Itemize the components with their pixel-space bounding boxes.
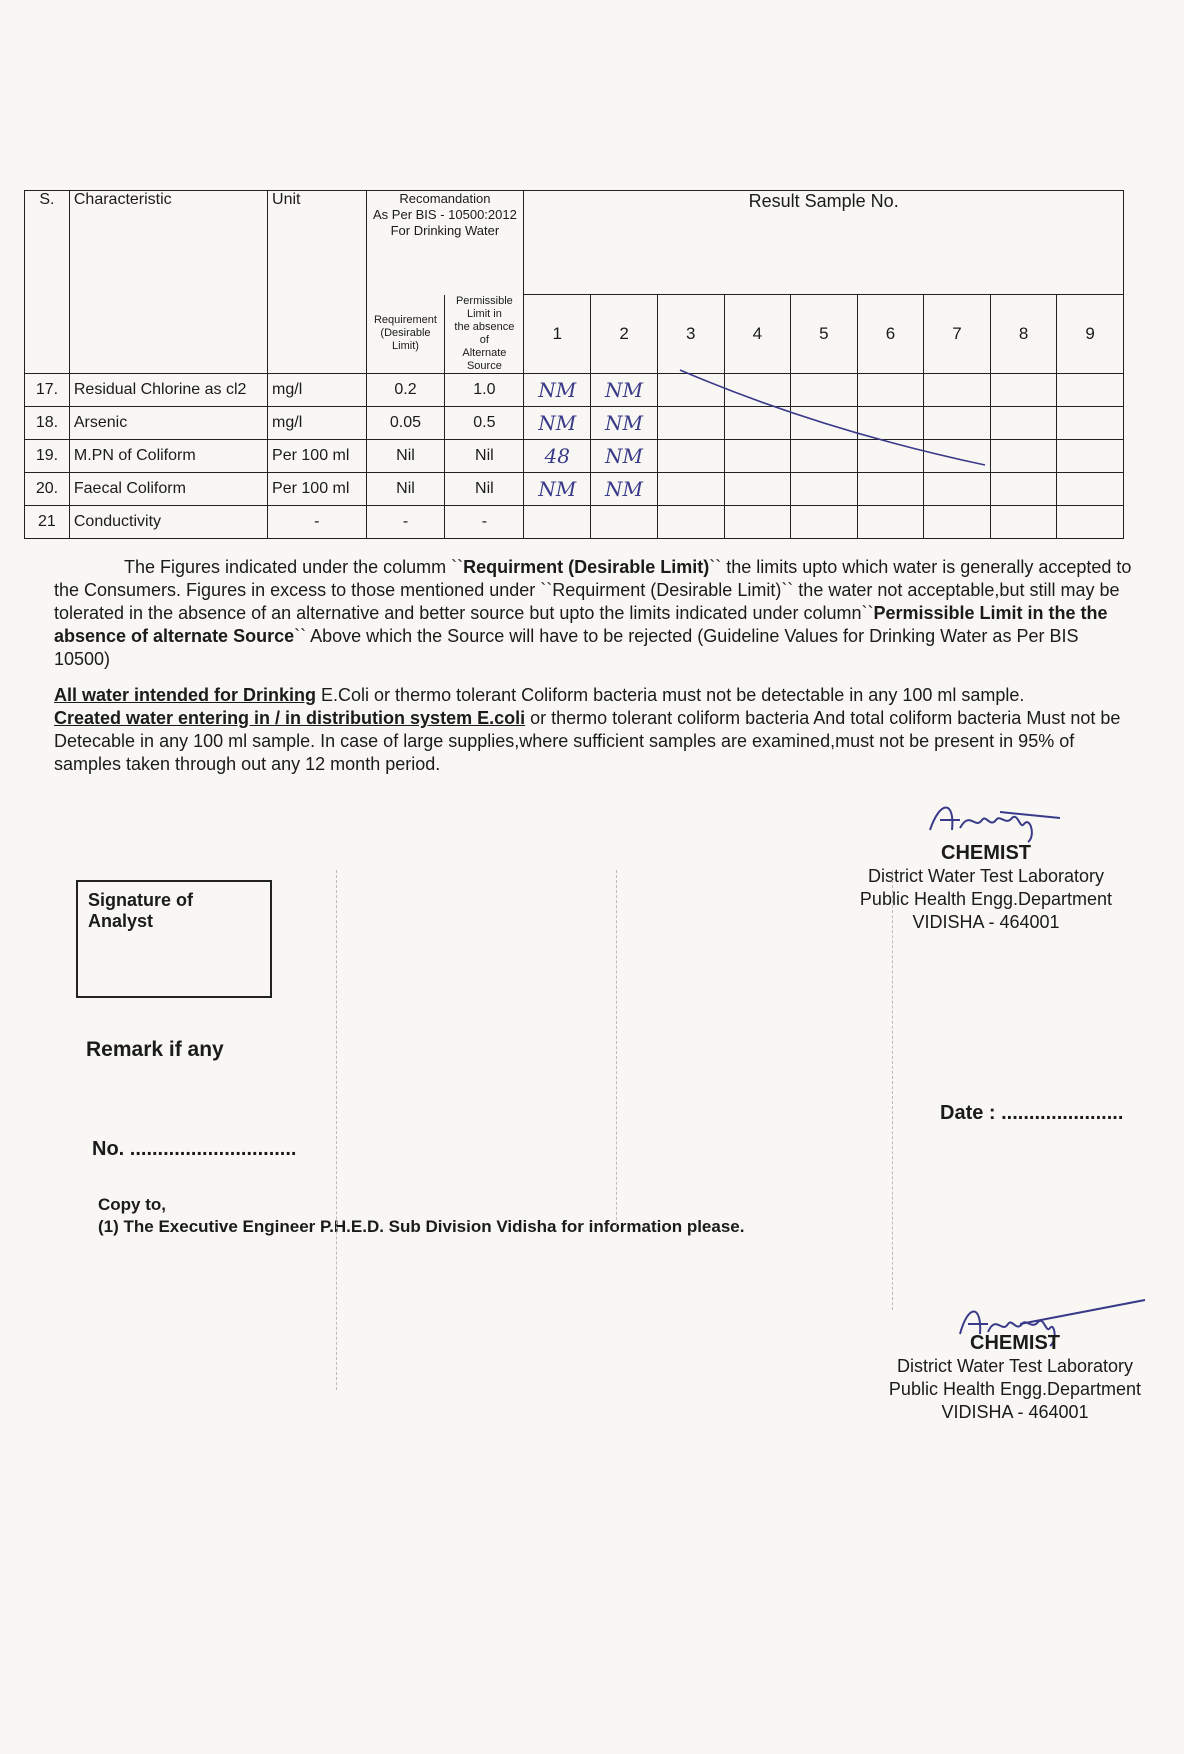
chemist-department: Public Health Engg.Department: [888, 1379, 1142, 1399]
recommendation-line2: As Per BIS - 10500:2012: [373, 207, 517, 222]
table-row: [25, 505, 1124, 538]
row-unit: mg/l: [268, 373, 366, 406]
chemist-lab: District Water Test Laboratory: [867, 866, 1105, 886]
row-result-1: NM: [524, 373, 591, 406]
sample-no-3: 3: [657, 295, 724, 374]
row-result-2: NM: [591, 373, 658, 406]
header-s: S.: [25, 191, 70, 374]
permissible-line1: Permissible Limit in: [455, 294, 513, 320]
row-result-1: NM: [524, 406, 591, 439]
row-result-1: 48: [524, 439, 591, 472]
row-s: 18.: [25, 406, 70, 439]
row-permissible: Nil: [445, 472, 524, 505]
row-characteristic: Arsenic: [69, 406, 267, 439]
chemist-block-bottom: [862, 1332, 1168, 1424]
row-result-2: NM: [591, 406, 658, 439]
row-permissible: -: [445, 505, 524, 538]
row-requirement: Nil: [366, 439, 445, 472]
fold-line: [892, 870, 893, 1310]
note2-text2: or thermo tolerant coliform bacteria And total coliform bacteria Must not be Detecable in any 100 ml sample. In case of large supplies,where sufficient samples are examined,must not be present in 95% of samples taken through out any 12 month period.: [54, 708, 1121, 774]
row-permissible: Nil: [445, 439, 524, 472]
recommendation-line1: Recomandation: [399, 191, 491, 206]
sample-no-7: 7: [924, 295, 991, 374]
row-characteristic: Residual Chlorine as cl2: [69, 373, 267, 406]
recommendation-line3: For Drinking Water: [390, 223, 500, 238]
chemist-title: CHEMIST: [970, 1332, 1060, 1354]
permissible-line2: the absence of: [454, 320, 515, 346]
note2-text1: E.Coli or thermo tolerant Coliform bacteria must not be detectable in any 100 ml sample.: [316, 685, 1025, 705]
row-requirement: Nil: [366, 472, 445, 505]
sample-no-6: 6: [857, 295, 924, 374]
copy-to-block: [98, 1194, 744, 1238]
requirement-line1: Requirement: [373, 314, 437, 326]
note1-mid: `` the limits upto which water is generally accepted to the Consumers. Figures in excess to those mentioned under ``Requirment (Desirable Limit)`` the water not acceptable,but still may be tolerated in the absence of an alternative and better source but upto the limits indicated under column``: [54, 557, 1132, 623]
note1-bold2: Permissible Limit in the the absence of alternate Source: [54, 603, 1108, 646]
row-s: 20.: [25, 472, 70, 505]
note2-underline1: All water intended for Drinking: [54, 685, 317, 705]
note-paragraph-2: [54, 684, 1134, 776]
row-s: 21: [25, 505, 70, 538]
chemist-address: VIDISHA - 464001: [941, 1402, 1089, 1422]
row-unit: mg/l: [268, 406, 366, 439]
strike-line: [0, 0, 1184, 500]
row-characteristic: M.PN of Coliform: [69, 439, 267, 472]
row-unit: Per 100 ml: [268, 472, 366, 505]
sample-no-2: 2: [591, 295, 658, 374]
note1-start: The Figures indicated under the columm ``: [124, 557, 464, 577]
chemist-block-top: [826, 842, 1146, 934]
sample-no-8: 8: [990, 295, 1057, 374]
sample-no-5: 5: [791, 295, 858, 374]
header-result: Result Sample No.: [524, 191, 1124, 295]
permissible-line3: Alternate Source: [462, 346, 507, 372]
row-permissible: 0.5: [445, 406, 524, 439]
fold-line: [616, 870, 617, 1230]
fold-line: [336, 870, 337, 1390]
chemist-department: Public Health Engg.Department: [859, 889, 1113, 909]
chemist-lab: District Water Test Laboratory: [896, 1356, 1134, 1376]
row-result-1: [524, 505, 591, 538]
note1-bold1: Requirment (Desirable Limit): [463, 557, 710, 577]
header-unit: Unit: [268, 191, 366, 374]
row-unit: -: [268, 505, 366, 538]
sample-no-9: 9: [1057, 295, 1124, 374]
sample-no-4: 4: [724, 295, 791, 374]
note2-underline2: Created water entering in / in distribution system E.coli: [54, 708, 526, 728]
no-label: No. ..............................: [92, 1138, 297, 1160]
row-result-2: NM: [591, 439, 658, 472]
copy-to-recipient: (1) The Executive Engineer P.H.E.D. Sub Division Vidisha for information please.: [98, 1217, 745, 1236]
row-s: 17.: [25, 373, 70, 406]
chemist-signature-top: [920, 790, 1070, 850]
sample-no-1: 1: [524, 295, 591, 374]
note1-end: `` Above which the Source will have to be rejected (Guideline Values for Drinking Water as Per BIS 10500): [54, 626, 1079, 669]
row-result-1: NM: [524, 472, 591, 505]
chemist-title: CHEMIST: [941, 842, 1031, 864]
remark-label: Remark if any: [86, 1038, 224, 1061]
row-characteristic: Faecal Coliform: [69, 472, 267, 505]
header-characteristic: Characteristic: [69, 191, 267, 374]
signature-analyst-label: Signature of Analyst: [88, 890, 194, 931]
note-paragraph-1: [54, 556, 1134, 671]
copy-to-title: Copy to,: [98, 1195, 166, 1214]
row-requirement: -: [366, 505, 445, 538]
chemist-address: VIDISHA - 464001: [912, 912, 1060, 932]
row-s: 19.: [25, 439, 70, 472]
row-requirement: 0.2: [366, 373, 445, 406]
signature-analyst-box: [76, 880, 272, 998]
row-unit: Per 100 ml: [268, 439, 366, 472]
row-result-2: [591, 505, 658, 538]
date-label: Date : ......................: [940, 1102, 1124, 1124]
row-permissible: 1.0: [445, 373, 524, 406]
requirement-line2: (Desirable Limit): [380, 327, 431, 352]
row-requirement: 0.05: [366, 406, 445, 439]
row-characteristic: Conductivity: [69, 505, 267, 538]
row-result-2: NM: [591, 472, 658, 505]
